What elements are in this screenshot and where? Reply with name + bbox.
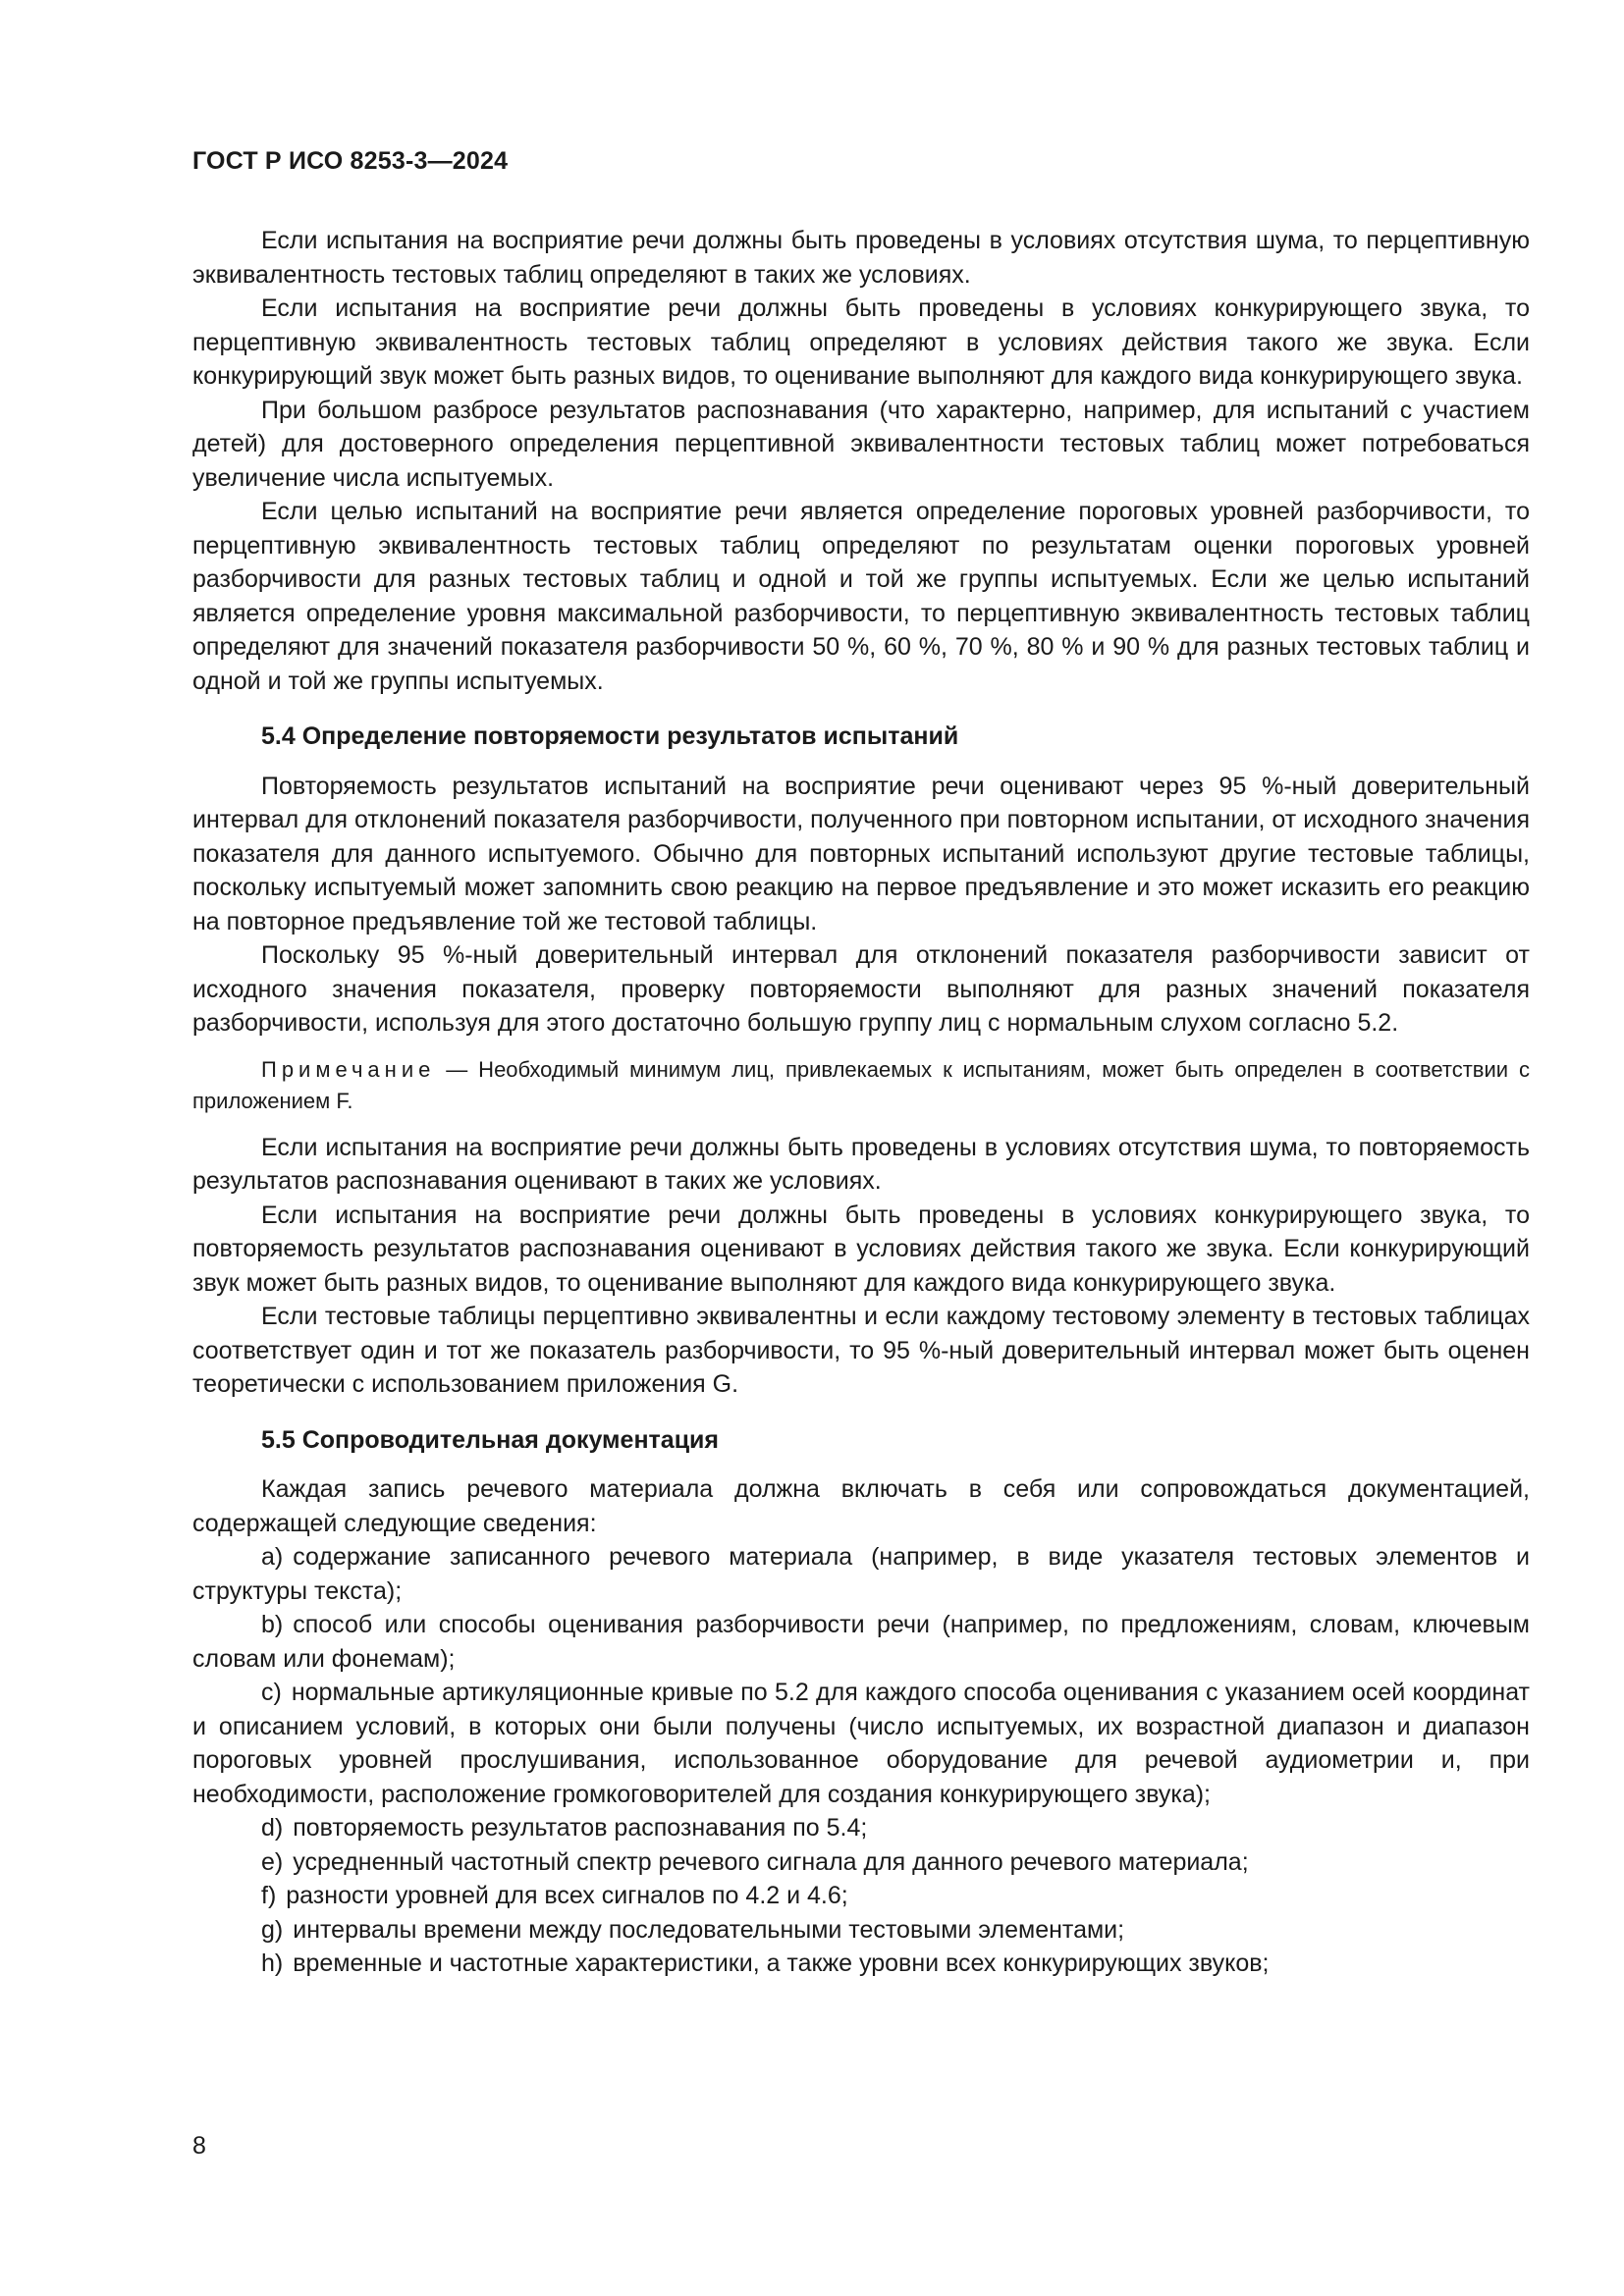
list-marker: b): [261, 1611, 284, 1638]
list-item: [192, 1811, 1530, 1845]
list-item: [192, 1913, 1530, 1948]
list-item-text: интервалы времени между последовательными тестовыми элементами;: [293, 1915, 1125, 1944]
list-item-text: способ или способы оценивания разборчивости речи (например, по предложениям, словам, ключевым словам или фонемам);: [192, 1611, 1530, 1673]
paragraph: Каждая запись речевого материала должна включать в себя или сопровождаться документацией, содержащей следующие сведения:: [192, 1475, 1530, 1537]
list-marker: h): [261, 1949, 284, 1977]
document-header: ГОСТ Р ИСО 8253-3—2024: [192, 147, 509, 175]
note-text: — Необходимый минимум лиц, привлекаемых к испытаниям, может быть определен в соответствии с приложением F.: [192, 1056, 1530, 1113]
list-marker: c): [261, 1679, 282, 1706]
paragraph: Если испытания на восприятие речи должны быть проведены в условиях отсутствия шума, то перцептивную эквивалентность тестовых таблиц определяют в таких же условиях.: [192, 227, 1530, 289]
list-marker: e): [261, 1847, 284, 1876]
paragraph: Если целью испытаний на восприятие речи является определение пороговых уровней разборчивости, то перцептивную эквивалентность тестовых таблиц определяют по результатам оценки пороговых уровней разборчивости для разных тестовых таблиц и одной и той же группы испытуемых. Если же целью испытаний является определение уровня максимальной разборчивости, то перцептивную эквивалентность тестовых таблиц определяют для значений показателя разборчивости 50 %, 60 %, 70 %, 80 % и 90 % для разных тестовых таблиц и одной и той же группы испытуемых.: [192, 498, 1530, 695]
list-item: [192, 1845, 1530, 1880]
paragraph: Поскольку 95 %-ный доверительный интервал для отклонений показателя разборчивости зависит от исходного значения показателя, проверку повторяемости выполняют для разных значений показателя разборчивости, используя для этого достаточно большую группу лиц с нормальным слухом согласно 5.2.: [192, 941, 1530, 1037]
paragraph: Повторяемость результатов испытаний на восприятие речи оценивают через 95 %-ный доверительный интервал для отклонений показателя разборчивости, полученного при повторном испытании, от исходного значения показателя для данного испытуемого. Обычно для повторных испытаний используют другие тестовые таблицы, поскольку испытуемый может запомнить свою реакцию на первое предъявление и это может исказить его реакцию на повторное предъявление той же тестовой таблицы.: [192, 772, 1530, 935]
list-item-text: повторяемость результатов распознавания по 5.4;: [293, 1814, 868, 1842]
paragraph: Если испытания на восприятие речи должны быть проведены в условиях отсутствия шума, то повторяемость результатов распознавания оценивают в таких же условиях.: [192, 1133, 1530, 1195]
list-item-text: усредненный частотный спектр речевого сигнала для данного речевого материала;: [293, 1847, 1249, 1876]
list-marker: d): [261, 1814, 284, 1842]
list-item: [192, 1608, 1530, 1676]
list-item: [192, 1947, 1530, 1981]
list-marker: a): [261, 1543, 284, 1571]
paragraph: Если тестовые таблицы перцептивно эквивалентны и если каждому тестовому элементу в тестовых таблицах соответствует один и тот же показатель разборчивости, то 95 %-ный доверительный интервал может быть оценен теоретически с использованием приложения G.: [192, 1303, 1530, 1398]
list-item-text: нормальные артикуляционные кривые по 5.2 для каждого способа оценивания с указанием осей координат и описанием условий, в которых они были получены (число испытуемых, их возрастной диапазон и диапазон пороговых уровней прослушивания, использованное оборудование для речевой аудиометрии и, при необходимости, расположение громкоговорителей для создания конкурирующего звука);: [192, 1679, 1530, 1808]
note: [192, 1054, 1530, 1117]
note-label: Примечание: [261, 1056, 436, 1082]
paragraph: Если испытания на восприятие речи должны быть проведены в условиях конкурирующего звука, то перцептивную эквивалентность тестовых таблиц определяют в условиях действия такого же звука. Если конкурирующий звук может быть разных видов, то оценивание выполняют для каждого вида конкурирующего звука.: [192, 294, 1530, 390]
page-number: 8: [192, 2132, 206, 2160]
list-item: [192, 1540, 1530, 1608]
list-item: [192, 1676, 1530, 1811]
paragraph: При большом разбросе результатов распознавания (что характерно, например, для испытаний с участием детей) для достоверного определения перцептивной эквивалентности тестовых таблиц может потребоваться увеличение числа испытуемых.: [192, 396, 1530, 492]
list-item-text: разности уровней для всех сигналов по 4.2 и 4.6;: [286, 1882, 848, 1909]
section-heading-5-4: 5.4 Определение повторяемости результатов испытаний: [261, 722, 959, 750]
document-body: [192, 224, 1530, 1981]
section-heading-5-5: 5.5 Сопроводительная документация: [261, 1425, 720, 1454]
list-marker: f): [261, 1882, 277, 1909]
paragraph: Если испытания на восприятие речи должны быть проведены в условиях конкурирующего звука, то повторяемость результатов распознавания оценивают в условиях действия такого же звука. Если конкурирующий звук может быть разных видов, то оценивание выполняют для каждого вида конкурирующего звука.: [192, 1201, 1530, 1297]
list-item-text: временные и частотные характеристики, а также уровни всех конкурирующих звуков;: [293, 1949, 1270, 1977]
list-item-text: содержание записанного речевого материала (например, в виде указателя тестовых элементов и структуры текста);: [192, 1543, 1530, 1605]
list-item: [192, 1879, 1530, 1913]
list-marker: g): [261, 1915, 284, 1944]
